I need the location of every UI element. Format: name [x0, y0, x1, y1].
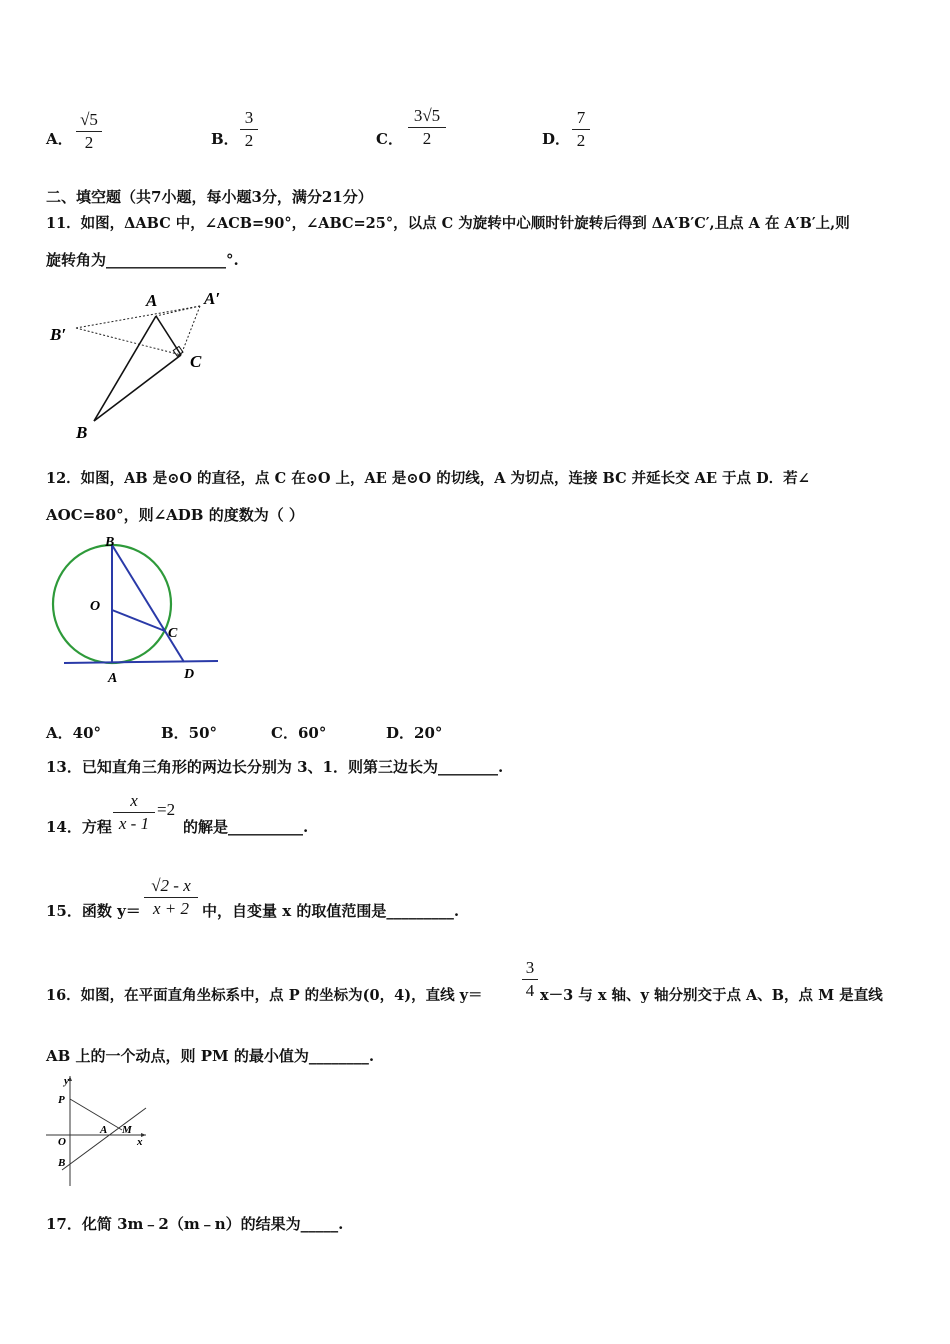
q16-figure [42, 1072, 162, 1190]
q11-label-b: B [76, 423, 88, 442]
q11-label-c: C [190, 352, 202, 371]
q16-label-m: M [122, 1124, 132, 1136]
q12-label-b: B [105, 535, 115, 550]
q10-option-c-fraction [408, 106, 446, 149]
q10-option-c-numerator: 3√5 [413, 106, 441, 125]
q16-label-p: P [58, 1094, 65, 1106]
q12-line-2: AOC=80°，则∠ADB 的度数为（ ） [46, 506, 304, 524]
q12-label-d: D [184, 667, 195, 682]
q12-option-a: A．40° [46, 724, 102, 742]
q14-fraction [113, 791, 155, 834]
q16-numerator: 3 [525, 958, 535, 977]
q10-option-b-label: B． [211, 130, 239, 148]
section-2-heading: 二、填空题（共7小题，每小题3分，满分21分） [46, 188, 373, 206]
q11-label-a: A [146, 291, 158, 310]
q16-denominator: 4 [525, 981, 535, 1000]
q10-option-b-fraction [240, 108, 258, 151]
q14-prefix: 14．方程 [46, 818, 112, 836]
q12-label-o: O [90, 599, 101, 614]
q16-fraction [522, 958, 538, 1001]
q15-fraction [144, 876, 198, 919]
q10-option-b-denominator: 2 [244, 131, 254, 150]
q10-option-a-fraction [76, 110, 102, 153]
q16-label-x: x [137, 1136, 143, 1148]
q16-label-a: A [100, 1124, 108, 1136]
q16-label-y: y [64, 1075, 69, 1087]
q16-suffix: x－3 与 x 轴、y 轴分别交于点 A、B，点 M 是直线 [540, 987, 883, 1004]
q10-option-d-fraction [572, 108, 590, 151]
q10-option-c-denominator: 2 [422, 129, 432, 148]
q10-option-d-numerator: 7 [576, 108, 586, 127]
q12-label-a: A [108, 671, 118, 686]
q15-prefix: 15．函数 y＝ [46, 902, 141, 920]
q15-denominator: x + 2 [152, 899, 190, 918]
q16-line-2: AB 上的一个动点，则 PM 的最小值为________. [46, 1047, 375, 1065]
q14-suffix: 的解是__________. [183, 818, 309, 836]
q14-denominator: x - 1 [118, 814, 150, 833]
q12-option-c: C．60° [271, 724, 327, 742]
q11-line-1: 11．如图，ΔABC 中，∠ACB=90°，∠ABC=25°，以点 C 为旋转中心顺时针旋转后得到 ΔA′B′C′,且点 A 在 A′B′上,则 [46, 215, 850, 232]
q12-figure [44, 532, 224, 692]
q10-option-d-label: D． [542, 130, 571, 148]
q16-prefix: 16．如图，在平面直角坐标系中，点 P 的坐标为(0，4)，直线 y＝ [46, 987, 483, 1004]
q10-option-a-numerator: √5 [80, 110, 98, 129]
q17-text: 17．化简 3m﹣2（m﹣n）的结果为_____. [46, 1215, 344, 1233]
q11-line-2: 旋转角为________________°. [46, 251, 239, 269]
q15-numerator: √2 - x [151, 876, 191, 895]
q11-figure [44, 284, 244, 444]
q10-option-c-label: C． [376, 130, 403, 148]
q14-equals: =2 [157, 800, 176, 819]
q15-suffix: 中，自变量 x 的取值范围是_________. [202, 902, 460, 920]
q12-label-c: C [168, 626, 178, 641]
q10-option-a-label: A． [46, 130, 73, 148]
q10-option-d-denominator: 2 [576, 131, 586, 150]
q16-label-o: O [58, 1136, 66, 1148]
q14-numerator: x [130, 791, 138, 810]
q16-label-b: B [58, 1157, 66, 1169]
q10-option-a-denominator: 2 [84, 133, 94, 152]
q10-option-b-numerator: 3 [244, 108, 254, 127]
q12-option-b: B．50° [161, 724, 218, 742]
q12-option-d: D．20° [386, 724, 443, 742]
q12-line-1: 12．如图，AB 是⊙O 的直径，点 C 在⊙O 上，AE 是⊙O 的切线，A 为切点，连接 BC 并延长交 AE 于点 D．若∠ [46, 470, 810, 487]
q11-label-a-prime: A′ [204, 289, 221, 308]
q13-text: 13．已知直角三角形的两边长分别为 3、1．则第三边长为________. [46, 758, 504, 776]
q11-label-b-prime: B′ [50, 325, 67, 344]
